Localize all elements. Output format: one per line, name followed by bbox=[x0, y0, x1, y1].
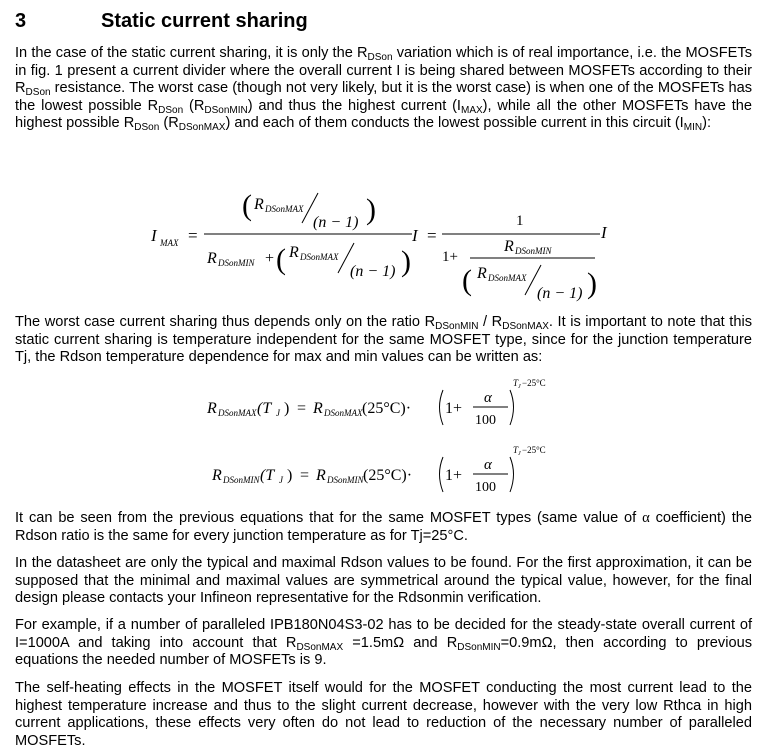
svg-text:1+: 1+ bbox=[445, 400, 463, 417]
svg-text:(: ( bbox=[242, 189, 252, 222]
paragraph-self-heating: The self-heating effects in the MOSFET itself would for the MOSFET conducting the most current lead to the highest temperature increase and thus to the slight current decrease, however with the very low Rthca in high current applications, these effects very often do not lead to reduction of the necessary number of paralleled MOSFETs. bbox=[15, 680, 752, 749]
section-number: 3 bbox=[15, 9, 27, 32]
svg-text:−25°C: −25°C bbox=[522, 378, 546, 388]
svg-text:(: ( bbox=[462, 264, 472, 297]
svg-text:R: R bbox=[207, 400, 217, 417]
svg-text:T: T bbox=[513, 378, 519, 388]
svg-text:R: R bbox=[504, 238, 514, 255]
section-heading bbox=[15, 7, 308, 35]
svg-text:): ) bbox=[284, 400, 290, 417]
paragraph-example: For example, if a number of paralleled IPB180N04S3-02 has to be decided for the steady-state overall current of I=1000A and taking into account that $R_{DSonMAX} =1.5m\Omega$ and $R_{DSonMIN}=0.9m\Omega$, then according to previous equations the needed number of MOSFETs is 9. bbox=[15, 617, 752, 669]
section-title: Static current sharing bbox=[101, 9, 308, 32]
svg-text:I: I bbox=[412, 226, 418, 245]
svg-text:): ) bbox=[401, 245, 411, 278]
svg-text:R: R bbox=[316, 467, 326, 484]
svg-text:α: α bbox=[484, 390, 492, 406]
paragraph-worst-case: The worst case current sharing thus depends only on the ratio $R_{DSonMIN} / R_{DSonMAX}$. It is important to note that this static current sharing is temperature independent for the same MOSFET type, since for the junction temperature Tj, the Rdson temperature dependence for max and min values can be written as: bbox=[15, 314, 753, 366]
svg-text:=: = bbox=[427, 226, 437, 245]
svg-text:J: J bbox=[518, 384, 521, 390]
svg-text:R: R bbox=[212, 467, 222, 484]
svg-text:DSonMAX: DSonMAX bbox=[324, 408, 363, 418]
svg-text:DSonMAX: DSonMAX bbox=[218, 408, 257, 418]
svg-text:(25°C)·: (25°C)· bbox=[362, 400, 412, 417]
svg-text:): ) bbox=[366, 193, 376, 226]
svg-text:1: 1 bbox=[516, 213, 524, 229]
equation-imax bbox=[140, 185, 620, 303]
svg-text:J: J bbox=[518, 451, 521, 457]
svg-text:(: ( bbox=[276, 243, 286, 276]
svg-text:DSonMIN: DSonMIN bbox=[327, 475, 364, 485]
svg-text:DSonMAX: DSonMAX bbox=[488, 273, 527, 283]
svg-text:): ) bbox=[287, 467, 293, 484]
svg-text:=: = bbox=[300, 467, 310, 484]
svg-text:α: α bbox=[484, 457, 492, 473]
paragraph-intro: In the case of the static current sharing, it is only the $R_{DSon}$ variation which is of real importance, i.e. the MOSFETs in fig. 1 present a current divider where the overall current I is being shared between MOSFETs according to their $R_{DSon}$ resistance. The worst case (though not very likely, but it is the worst case) is when one of the MOSFETs has the lowest possible $R_{DSon}$ $(R_{DSonMIN})$ and thus the highest current $(I_{MAX})$, while all the other MOSFETs have the highest possible $R_{DSon}$ $(R_{DSonMAX})$ and each of them conducts the lowest possible current in this circuit $(I_{MIN})$: bbox=[15, 45, 753, 134]
svg-text:100: 100 bbox=[475, 480, 496, 495]
svg-text:(T: (T bbox=[257, 400, 272, 417]
paragraph-datasheet: In the datasheet are only the typical and maximal Rdson values to be found. For the first approximation, it can be supposed that the minimal and maximal values are symmetrical around the typical value, however, for the final design please contacts your Infineon representative for the Rdsonmin verification. bbox=[15, 555, 752, 607]
svg-text:(T: (T bbox=[260, 467, 275, 484]
svg-text:DSonMIN: DSonMIN bbox=[223, 475, 260, 485]
svg-text:DSonMIN: DSonMIN bbox=[218, 258, 255, 268]
svg-text:J: J bbox=[279, 475, 283, 485]
svg-text:(n − 1): (n − 1) bbox=[350, 263, 396, 280]
svg-text:DSonMIN: DSonMIN bbox=[515, 246, 552, 256]
svg-text:(n − 1): (n − 1) bbox=[313, 214, 359, 231]
svg-text:J: J bbox=[276, 408, 280, 418]
svg-text:): ) bbox=[587, 267, 597, 300]
svg-text:1+: 1+ bbox=[445, 467, 463, 484]
svg-text:=: = bbox=[188, 226, 198, 245]
svg-text:R: R bbox=[207, 250, 217, 267]
svg-text:T: T bbox=[513, 445, 519, 455]
svg-text:R: R bbox=[254, 196, 264, 213]
paragraph-rdson-ratio: It can be seen from the previous equations that for the same MOSFET types (same value of α coefficient) the Rdson ratio is the same for every junction temperature as for Tj=25°C. bbox=[15, 510, 753, 544]
svg-text:−25°C: −25°C bbox=[522, 445, 546, 455]
svg-text:DSonMAX: DSonMAX bbox=[265, 204, 304, 214]
svg-text:MAX: MAX bbox=[160, 238, 179, 248]
svg-text:R: R bbox=[289, 244, 299, 261]
equation-rdsonmin-temperature bbox=[210, 442, 580, 502]
svg-text:I: I bbox=[601, 223, 607, 242]
svg-text:I: I bbox=[151, 226, 157, 245]
svg-text:(n − 1): (n − 1) bbox=[537, 285, 583, 302]
svg-text:100: 100 bbox=[475, 413, 496, 428]
svg-text:+: + bbox=[265, 250, 275, 267]
svg-text:R: R bbox=[313, 400, 323, 417]
svg-text:=: = bbox=[297, 400, 307, 417]
svg-text:(25°C)·: (25°C)· bbox=[363, 467, 413, 484]
equation-rdsonmax-temperature bbox=[205, 375, 575, 435]
svg-text:DSonMAX: DSonMAX bbox=[300, 252, 339, 262]
svg-text:1+: 1+ bbox=[442, 249, 458, 265]
svg-text:R: R bbox=[477, 265, 487, 282]
